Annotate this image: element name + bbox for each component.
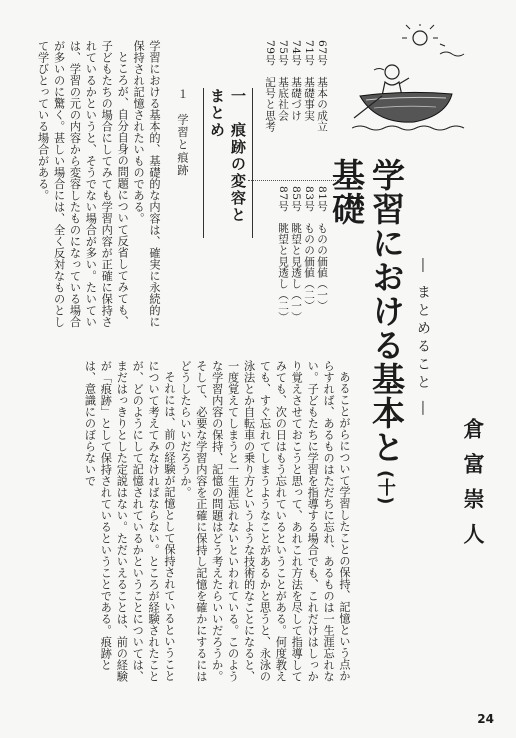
series-item: 74号 基礎づけ — [290, 40, 302, 122]
series-item: 87号 眺望と見透し（二） — [277, 186, 289, 323]
series-item: 71号 基礎事実 — [303, 40, 315, 122]
paragraph: あることがらについて学習したことの保持、記憶という点からすれば、あるものはただちに忘れ、あるものは一生涯忘れない。子どもたちに学習を指導する場合でも、これだけはしっかり覚えさせておこうと思って、あれこれ方法を尽して指導してみても、次の日はもう忘れているということがある。何度教えても、すぐ忘れてしまうようなことがあるかと思うと、永泳の泳法とか自転車の乗り方というような技術的なことになると、一度覚えてしまうと一生涯忘れないといわれている。このような学習内容の保持、記憶の問題はどう考えたらいいだろうか。そして、必要な学習内容を正確に保持し記憶を確かにするにはどうしたらいいだろうか。 — [178, 360, 351, 682]
article-title-number — [372, 470, 398, 504]
series-item: 83号 ものの価値（二） — [303, 186, 315, 312]
article-subtitle — [413, 258, 433, 419]
series-list-left — [276, 186, 328, 336]
author-name — [458, 418, 488, 558]
upper-body-text — [16, 40, 162, 336]
lower-body-text — [30, 360, 352, 692]
series-item: 81号 ものの価値（一） — [316, 186, 328, 312]
subsection-heading-text: １ 学習と痕跡 — [176, 88, 189, 177]
article-title-text: 学習における基本と基礎 — [327, 158, 406, 464]
series-item: 79号 記号と思考 — [264, 40, 276, 133]
section-heading — [203, 88, 253, 238]
series-separator — [248, 180, 340, 181]
section-heading-text: 一 痕跡の変容とまとめ — [208, 88, 247, 224]
boat-figure-sun-illustration — [352, 24, 472, 139]
paragraph: ところが、自分自身の問題について反省してみても、子どもたちの場合にしてみても学習内容が正確に保持されているかというと、そうでない場合が多い。たいていは、学習の元の内容から変容したものになっている場合が多いのに驚く。甚しい場合には、全く反対なものとして学びとっている場合がある。 — [36, 40, 130, 328]
title-number-text: (十) — [375, 470, 396, 505]
subtitle-text: ― まとめること ― — [415, 258, 431, 419]
paragraph: 学習における基本的、基礎的な内容は、確実に永続的に保持され記憶されたいものである。 — [132, 40, 161, 328]
series-item: 67号 基本の成立 — [316, 40, 328, 133]
page-number-text: 24 — [477, 712, 494, 726]
author-name-text: 倉富崇人 — [461, 418, 486, 558]
series-list-right — [263, 40, 328, 150]
series-item: 75号 基底社会 — [277, 40, 289, 122]
subsection-heading — [174, 88, 190, 177]
paragraph: それには、前の経験が記憶として保持されているということについて考えてみなければならない。ところが経験されたことが、どのようにして記憶されているかということについては、まだはっきりとした定説はない。ただいえることは、前の経験が「痕跡」として保持されているということである。痕跡とは、意識にのぼらないで — [83, 360, 177, 682]
series-item: 85号 眺望と見透し（一） — [290, 186, 302, 323]
page-number — [477, 712, 494, 726]
